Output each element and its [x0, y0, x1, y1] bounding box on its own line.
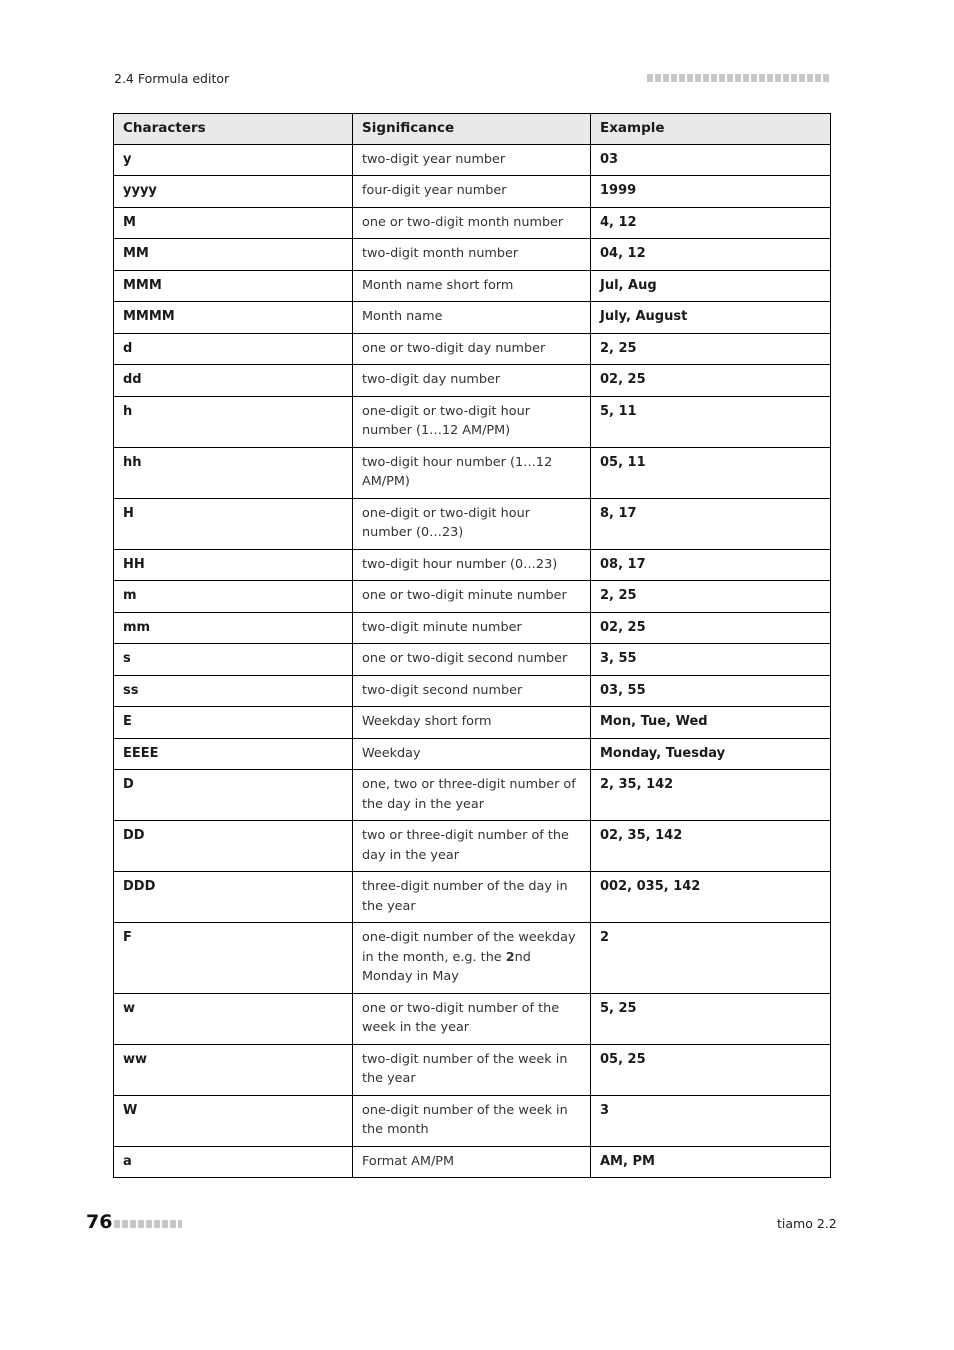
- example-cell: July, August: [591, 302, 831, 334]
- example-cell: 8, 17: [591, 498, 831, 549]
- characters-cell: w: [114, 993, 353, 1044]
- significance-cell: two-digit minute number: [353, 612, 591, 644]
- significance-cell: one or two-digit minute number: [353, 581, 591, 613]
- example-cell: 02, 25: [591, 365, 831, 397]
- example-cell: 3: [591, 1095, 831, 1146]
- table-row: [114, 207, 831, 239]
- characters-cell: ww: [114, 1044, 353, 1095]
- example-cell: 03, 55: [591, 675, 831, 707]
- significance-cell: two-digit month number: [353, 239, 591, 271]
- characters-cell: MMM: [114, 270, 353, 302]
- footer-product-name: tiamo 2.2: [777, 1216, 837, 1231]
- table-header-row: [114, 114, 831, 145]
- significance-text: nd Monday in May: [362, 949, 531, 984]
- significance-cell: one or two-digit number of the week in the year: [353, 993, 591, 1044]
- significance-cell: two-digit number of the week in the year: [353, 1044, 591, 1095]
- table-row: [114, 644, 831, 676]
- characters-cell: H: [114, 498, 353, 549]
- example-cell: 03: [591, 144, 831, 176]
- characters-cell: DD: [114, 821, 353, 872]
- header-decoration-dots: [647, 74, 829, 82]
- significance-cell: one or two-digit day number: [353, 333, 591, 365]
- table-row: [114, 447, 831, 498]
- characters-cell: mm: [114, 612, 353, 644]
- column-header-significance: Significance: [353, 114, 591, 145]
- characters-cell: ss: [114, 675, 353, 707]
- example-cell: 3, 55: [591, 644, 831, 676]
- example-cell: 2, 35, 142: [591, 770, 831, 821]
- characters-cell: W: [114, 1095, 353, 1146]
- characters-cell: D: [114, 770, 353, 821]
- example-cell: 02, 25: [591, 612, 831, 644]
- characters-cell: d: [114, 333, 353, 365]
- example-cell: 2: [591, 923, 831, 994]
- table-row: [114, 1146, 831, 1178]
- characters-cell: m: [114, 581, 353, 613]
- table-row: [114, 176, 831, 208]
- significance-cell: two-digit hour number (1…12 AM/PM): [353, 447, 591, 498]
- characters-cell: E: [114, 707, 353, 739]
- characters-cell: M: [114, 207, 353, 239]
- characters-cell: HH: [114, 549, 353, 581]
- characters-cell: a: [114, 1146, 353, 1178]
- example-cell: 2, 25: [591, 333, 831, 365]
- example-cell: 5, 11: [591, 396, 831, 447]
- significance-cell: Month name: [353, 302, 591, 334]
- table-row: [114, 872, 831, 923]
- example-cell: 1999: [591, 176, 831, 208]
- significance-cell: one or two-digit month number: [353, 207, 591, 239]
- significance-cell: four-digit year number: [353, 176, 591, 208]
- example-cell: 002, 035, 142: [591, 872, 831, 923]
- table-row: [114, 270, 831, 302]
- table-row: [114, 239, 831, 271]
- example-cell: Monday, Tuesday: [591, 738, 831, 770]
- table-row: [114, 333, 831, 365]
- significance-cell: one-digit number of the week in the month: [353, 1095, 591, 1146]
- example-cell: 2, 25: [591, 581, 831, 613]
- characters-cell: y: [114, 144, 353, 176]
- characters-cell: h: [114, 396, 353, 447]
- column-header-example: Example: [591, 114, 831, 145]
- table-row: [114, 302, 831, 334]
- significance-text: one-digit number of the weekday in the month, e.g. the: [362, 930, 576, 965]
- characters-cell: MM: [114, 239, 353, 271]
- significance-cell: one or two-digit second number: [353, 644, 591, 676]
- significance-cell: two-digit year number: [353, 144, 591, 176]
- example-cell: Mon, Tue, Wed: [591, 707, 831, 739]
- table-row: [114, 923, 831, 994]
- example-cell: AM, PM: [591, 1146, 831, 1178]
- significance-cell: two or three-digit number of the day in the year: [353, 821, 591, 872]
- characters-cell: DDD: [114, 872, 353, 923]
- footer-decoration-dots: [114, 1220, 182, 1228]
- characters-cell: hh: [114, 447, 353, 498]
- table-row: [114, 144, 831, 176]
- running-header-section: 2.4 Formula editor: [114, 71, 230, 86]
- column-header-characters: Characters: [114, 114, 353, 145]
- table-row: [114, 549, 831, 581]
- example-cell: 5, 25: [591, 993, 831, 1044]
- table-row: [114, 821, 831, 872]
- significance-cell: [353, 923, 591, 994]
- significance-cell: one-digit or two-digit hour number (1…12 AM/PM): [353, 396, 591, 447]
- table-row: [114, 1095, 831, 1146]
- significance-cell: two-digit hour number (0…23): [353, 549, 591, 581]
- significance-bold-ordinal: 2: [505, 949, 515, 965]
- example-cell: 05, 11: [591, 447, 831, 498]
- significance-cell: one-digit or two-digit hour number (0…23): [353, 498, 591, 549]
- significance-cell: Format AM/PM: [353, 1146, 591, 1178]
- example-cell: Jul, Aug: [591, 270, 831, 302]
- format-characters-table: [113, 113, 831, 1178]
- example-cell: 04, 12: [591, 239, 831, 271]
- example-cell: 08, 17: [591, 549, 831, 581]
- table-row: [114, 707, 831, 739]
- table-row: [114, 498, 831, 549]
- table-body: [114, 144, 831, 1178]
- characters-cell: s: [114, 644, 353, 676]
- table-row: [114, 993, 831, 1044]
- table-row: [114, 1044, 831, 1095]
- significance-cell: three-digit number of the day in the year: [353, 872, 591, 923]
- significance-cell: two-digit second number: [353, 675, 591, 707]
- page-number: 76: [86, 1211, 113, 1233]
- table-row: [114, 581, 831, 613]
- significance-cell: one, two or three-digit number of the day in the year: [353, 770, 591, 821]
- significance-cell: Weekday short form: [353, 707, 591, 739]
- table-row: [114, 396, 831, 447]
- significance-cell: Weekday: [353, 738, 591, 770]
- example-cell: 4, 12: [591, 207, 831, 239]
- characters-cell: MMMM: [114, 302, 353, 334]
- table-row: [114, 612, 831, 644]
- characters-cell: EEEE: [114, 738, 353, 770]
- characters-cell: yyyy: [114, 176, 353, 208]
- table-row: [114, 675, 831, 707]
- example-cell: 02, 35, 142: [591, 821, 831, 872]
- table-row: [114, 738, 831, 770]
- table-row: [114, 365, 831, 397]
- characters-cell: dd: [114, 365, 353, 397]
- significance-cell: Month name short form: [353, 270, 591, 302]
- characters-cell: F: [114, 923, 353, 994]
- significance-cell: two-digit day number: [353, 365, 591, 397]
- example-cell: 05, 25: [591, 1044, 831, 1095]
- table-row: [114, 770, 831, 821]
